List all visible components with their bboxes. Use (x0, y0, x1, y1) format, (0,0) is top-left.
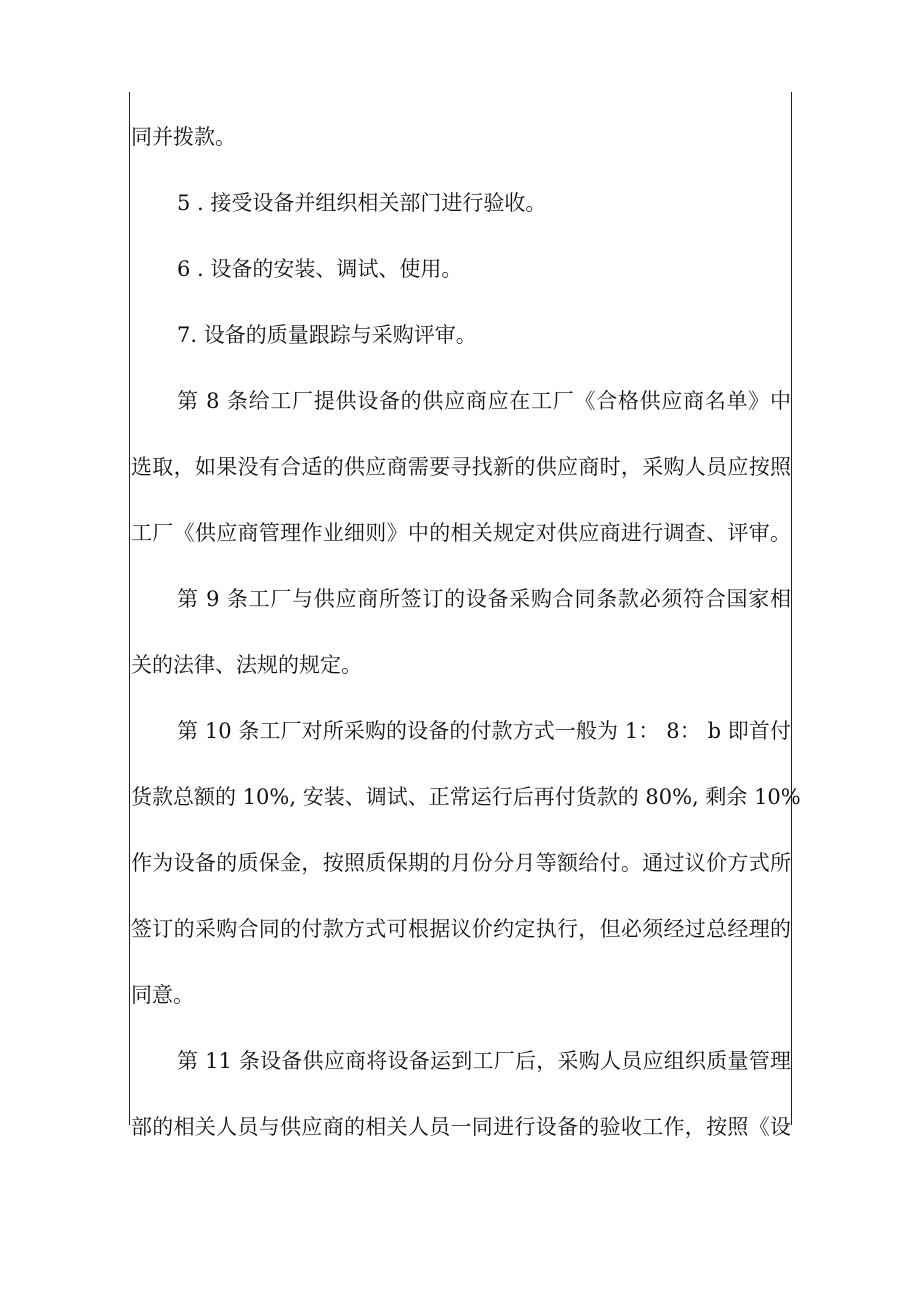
right-border-line (791, 92, 792, 1125)
document-body (131, 112, 801, 1168)
text-line-13: 签订的采购合同的付款方式可根据议价约定执行，但必须经过总经理的 (131, 917, 791, 941)
text-line-11: 货款总额的 10%, 安装、调试、正常运行后再付货款的 80%, 剩余 10% (131, 785, 801, 809)
text-line-16: 部的相关人员与供应商的相关人员一同进行设备的验收工作，按照《设 (131, 1115, 791, 1139)
text-line-12: 作为设备的质保金，按照质保期的月份分月等额给付。通过议价方式所 (131, 851, 791, 875)
text-line-6: 选取，如果没有合适的供应商需要寻找新的供应商时，采购人员应按照 (131, 455, 791, 479)
text-line-14: 同意。 (131, 983, 194, 1007)
text-line-1: 同并拨款。 (131, 125, 236, 149)
left-border-line (129, 92, 130, 1125)
text-line-8: 第 9 条工厂与供应商所签订的设备采购合同条款必须符合国家相 (177, 587, 791, 611)
text-line-15: 第 11 条设备供应商将设备运到工厂后，采购人员应组织质量管理 (177, 1049, 791, 1073)
text-line-10: 第 10 条工厂对所采购的设备的付款方式一般为 1： 8： b 即首付 (177, 719, 791, 743)
text-line-4: 7. 设备的质量跟踪与采购评审。 (177, 323, 477, 347)
text-line-2: 5 . 接受设备并组织相关部门进行验收。 (177, 191, 547, 215)
text-line-5: 第 8 条给工厂提供设备的供应商应在工厂《合格供应商名单》中 (177, 389, 791, 413)
text-line-3: 6 . 设备的安装、调试、使用。 (177, 257, 463, 281)
text-line-9: 关的法律、法规的规定。 (131, 653, 362, 677)
text-line-7: 工厂《供应商管理作业细则》中的相关规定对供应商进行调查、评审。 (131, 521, 791, 545)
